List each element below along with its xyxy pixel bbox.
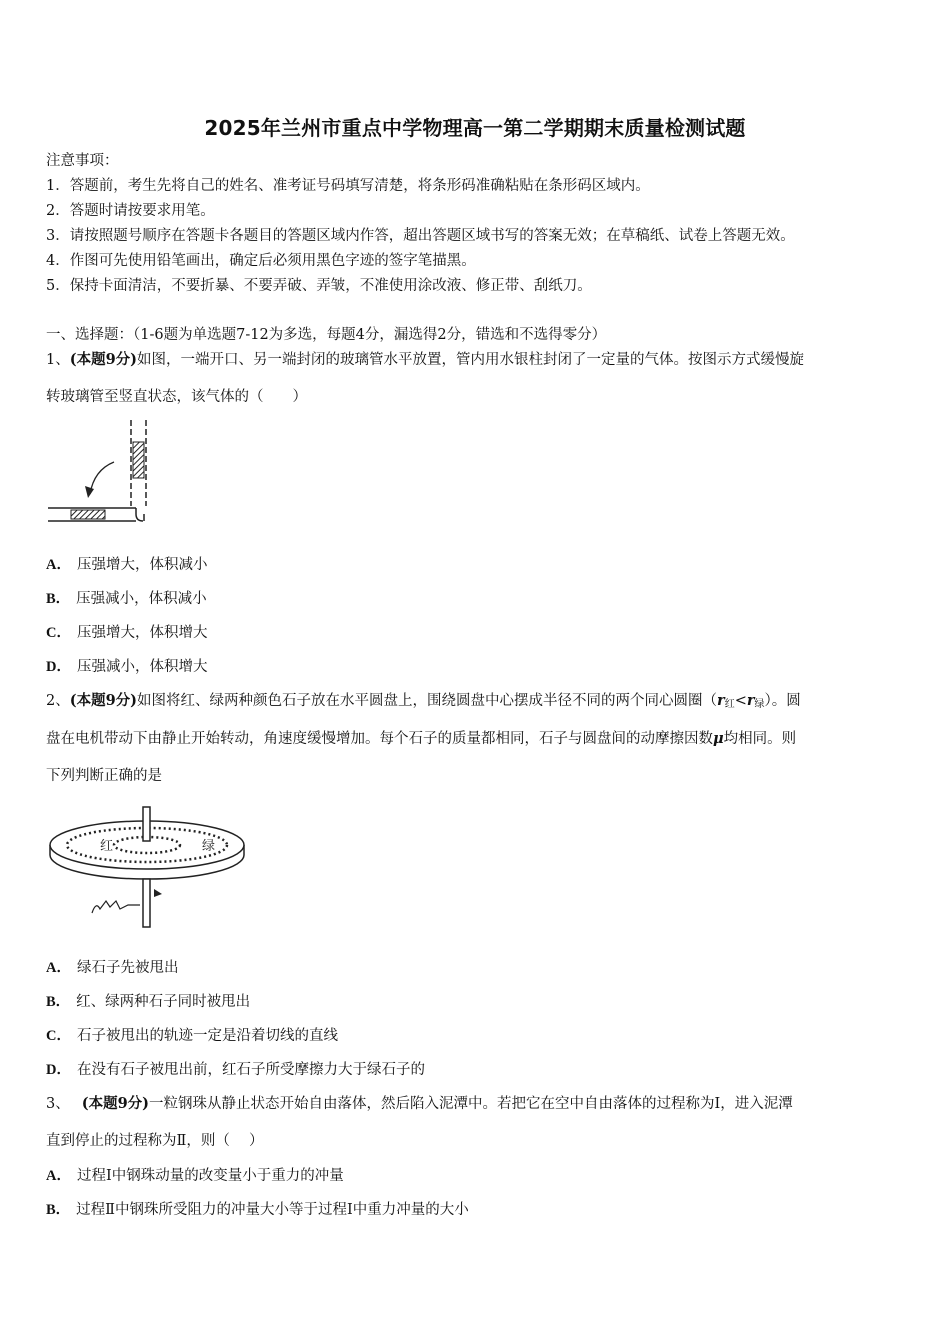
mercury-column-vertical [133,442,144,478]
mercury-column-horizontal [71,510,105,519]
q1-option-a[interactable]: A． 压强增大，体积减小 [46,557,208,573]
question-2-line-2: 盘在电机带动下由静止开始转动，角速度缓慢增加。每个石子的质量都相同，石子与圆盘间的动摩擦因数μ均相同。则 [46,730,797,747]
question-number: 3、 [46,1096,70,1112]
q3-option-a[interactable]: A． 过程Ⅰ中钢珠动量的改变量小于重力的冲量 [46,1168,344,1184]
q2-option-a[interactable]: A． 绿石子先被甩出 [46,960,179,976]
section-heading: 一、选择题：（1-6题为单选题7-12为多选，每题4分，漏选得2分，错选和不选得零分） [46,327,607,343]
notice-item-3: 3．请按照题号顺序在答题卡各题目的答题区域内作答，超出答题区域书写的答案无效；在草稿纸、试卷上答题无效。 [46,228,795,244]
notice-item-5: 5．保持卡面清洁，不要折暴、不要弄破、弄皱，不准使用涂改液、修正带、刮纸刀。 [46,278,592,294]
page-title: 2025年兰州市重点中学物理高一第二学期期末质量检测试题 [204,116,746,140]
label-green: 绿 [202,839,216,854]
question-score: (本题9分) [81,1095,150,1112]
question-3-line-2: 直到停止的过程称为Ⅱ，则（ ） [46,1133,264,1149]
notice-item-1: 1．答题前，考生先将自己的姓名、准考证号码填写清楚，将条形码准确粘贴在条形码区域内。 [46,178,650,194]
question-3-line-1: 3、 (本题9分)一粒钢珠从静止状态开始自由落体，然后陷入泥潭中。若把它在空中自由落体的过程称为Ⅰ，进入泥潭 [46,1095,793,1112]
q1-option-b[interactable]: B． 压强减小，体积减小 [46,591,207,607]
notice-item-2: 2．答题时请按要求用笔。 [46,203,215,219]
question-text: 如图，一端开口、另一端封闭的玻璃管水平放置，管内用水银柱封闭了一定量的气体。按图示方式缓慢旋 [137,352,805,368]
glass-tube-figure [44,418,154,528]
question-score: (本题9分) [69,351,138,368]
axle-bottom [143,879,150,927]
q3-option-b[interactable]: B． 过程Ⅱ中钢珠所受阻力的冲量大小等于过程Ⅰ中重力冲量的大小 [46,1202,469,1218]
q1-option-c[interactable]: C． 压强增大，体积增大 [46,625,208,641]
axle-top [143,807,150,841]
q2-option-c[interactable]: C． 石子被甩出的轨迹一定是沿着切线的直线 [46,1028,338,1044]
notice-item-4: 4．作图可先使用铅笔画出，确定后必须用黑色字迹的签字笔描黑。 [46,253,476,269]
motor-base [92,901,140,913]
question-2-line-1: 2、(本题9分)如图将红、绿两种颜色石子放在水平圆盘上，围绕圆盘中心摆成半径不同的两个同心圆圈$(r_红<r_绿)$。圆 [46,692,801,710]
label-red: 红 [100,839,114,854]
q2-option-d[interactable]: D． 在没有石子被甩出前，红石子所受摩擦力大于绿石子的 [46,1062,425,1078]
question-1-line-1 [46,350,804,370]
question-score: (本题9分) [69,692,138,709]
question-2-line-3: 下列判断正确的是 [46,768,162,784]
question-number: 1、 [46,352,70,368]
rotating-disk-figure [44,805,254,930]
question-1-line-2: 转玻璃管至竖直状态，该气体的（ ） [46,389,307,405]
notice-heading: 注意事项： [46,153,119,169]
question-number: 2、 [46,693,70,709]
q1-option-d[interactable]: D． 压强减小，体积增大 [46,659,208,675]
q2-option-b[interactable]: B． 红、绿两种石子同时被甩出 [46,994,251,1010]
